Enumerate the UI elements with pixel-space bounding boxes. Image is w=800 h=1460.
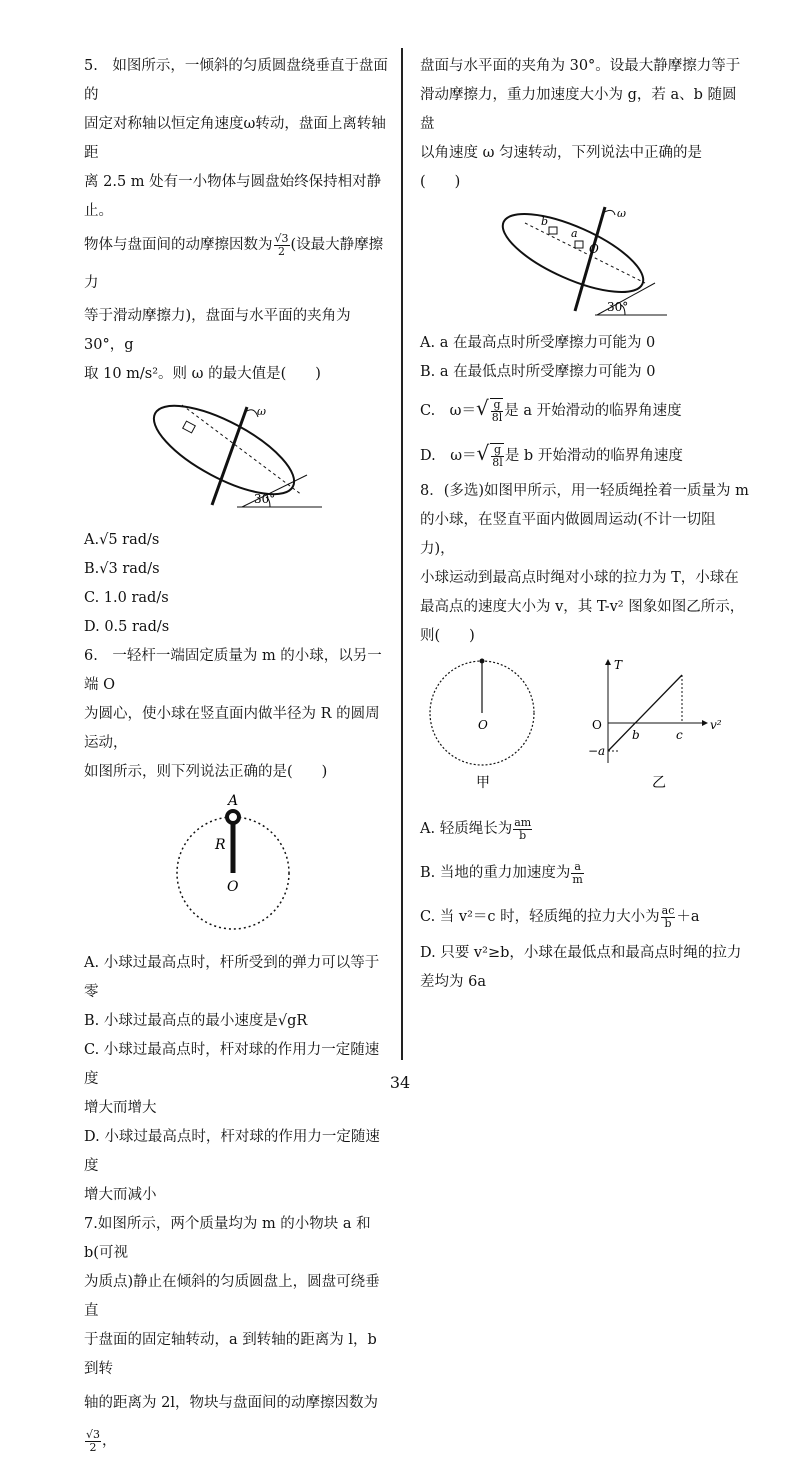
q7-text: 轴的距离为 2l，物块与盘面间的动摩擦因数为 bbox=[84, 1395, 378, 1411]
block-b-label: b bbox=[541, 215, 549, 228]
fraction bbox=[513, 817, 532, 842]
q8-line: 最高点的速度大小为 v，其 T-v² 图象如图乙所示， bbox=[420, 599, 745, 615]
q8-option-b bbox=[420, 851, 750, 895]
fraction-numerator: a bbox=[571, 861, 583, 874]
fraction-numerator: g bbox=[491, 444, 504, 457]
intercept-label: −a bbox=[588, 744, 606, 758]
center-o-label: O bbox=[478, 718, 488, 732]
q6-option-d: D. 小球过最高点时，杆对球的作用力一定随速度 bbox=[84, 1129, 380, 1174]
q7-option-a: A. a 在最高点时所受摩擦力可能为 0 bbox=[420, 335, 656, 351]
q8-option-c bbox=[420, 895, 750, 939]
center-o-label: O bbox=[227, 879, 239, 895]
q8-option-d-cont: 差均为 6a bbox=[420, 974, 486, 990]
angle-label: 30° bbox=[607, 300, 629, 314]
axis-t-label: T bbox=[614, 658, 623, 672]
sqrt-fraction bbox=[490, 398, 504, 424]
omega-label: ω bbox=[257, 405, 266, 418]
q5-option-b: B.√3 rad/s bbox=[84, 561, 160, 577]
fraction bbox=[661, 905, 676, 930]
b-label: b bbox=[632, 728, 640, 742]
q7-line bbox=[84, 1384, 390, 1460]
c-label: c bbox=[676, 728, 683, 742]
q8-line: 则( ) bbox=[420, 628, 475, 644]
q7-line: 滑动摩擦力，重力加速度大小为 g，若 a、b 随圆盘 bbox=[420, 87, 737, 132]
q8-line: 小球运动到最高点时绳对小球的拉力为 T，小球在 bbox=[420, 570, 739, 586]
axis-v2-label: v² bbox=[710, 718, 722, 732]
q6-option-b: B. 小球过最高点的最小速度是√gR bbox=[84, 1013, 308, 1029]
q6-line: 如图所示，则下列说法正确的是( ) bbox=[84, 764, 328, 780]
option-prefix: B. 当地的重力加速度为 bbox=[420, 865, 571, 881]
origin-label: O bbox=[592, 718, 602, 732]
figure-yi-label: 乙 bbox=[652, 775, 666, 791]
option-prefix: D. ω＝ bbox=[420, 448, 477, 464]
q7-line: ( ) bbox=[420, 174, 461, 190]
q5-text: 物体与盘面间的动摩擦因数为 bbox=[84, 237, 273, 253]
right-column bbox=[420, 52, 750, 997]
option-suffix: 是 b 开始滑动的临界角速度 bbox=[504, 448, 683, 464]
q7-line: 为质点)静止在倾斜的匀质圆盘上，圆盘可绕垂直 bbox=[84, 1274, 380, 1319]
fraction-denominator: m bbox=[572, 872, 583, 886]
q8-option-a bbox=[420, 807, 750, 851]
option-prefix: C. ω＝ bbox=[420, 403, 477, 419]
q8-line: 8．(多选)如图甲所示，用一轻质绳拴着一质量为 m bbox=[420, 483, 749, 499]
q8-option-d: D. 只要 v²≥b，小球在最低点和最高点时绳的拉力 bbox=[420, 945, 742, 961]
q7-text: ， bbox=[102, 1433, 117, 1449]
q7-option-b: B. a 在最低点时所受摩擦力可能为 0 bbox=[420, 364, 656, 380]
fraction-numerator: ac bbox=[661, 903, 675, 917]
q7-option-c: C. ω＝√ $\frac{g}{8l}$ 是 a 开始滑动的临界角速度 bbox=[420, 396, 682, 424]
fraction-denominator: 2 bbox=[278, 244, 285, 258]
q6-line: 为圆心，使小球在竖直面内做半径为 R 的圆周运动， bbox=[84, 706, 380, 751]
fraction bbox=[571, 861, 583, 886]
q5-line: 5. 如图所示，一倾斜的匀质圆盘绕垂直于盘面的 bbox=[84, 58, 388, 103]
angle-label: 30° bbox=[254, 492, 276, 506]
fraction-numerator: √3 bbox=[86, 1427, 101, 1441]
column-divider bbox=[401, 48, 403, 1060]
fraction-denominator: 2 bbox=[89, 1440, 97, 1454]
q6-option-c-cont: 增大而增大 bbox=[84, 1100, 157, 1116]
q5-option-a: A.√5 rad/s bbox=[84, 532, 160, 548]
q5-inclined-disk-figure bbox=[142, 395, 332, 520]
fraction-denominator: 8l bbox=[492, 456, 503, 469]
q7-inclined-disk-figure bbox=[495, 203, 675, 323]
q5-text: (设最大静摩擦力 bbox=[84, 237, 384, 291]
q5-option-d: D. 0.5 rad/s bbox=[84, 619, 170, 635]
fraction-denominator: b bbox=[664, 916, 672, 930]
fraction-numerator: g bbox=[491, 399, 504, 412]
q5-line: 固定对称轴以恒定角速度ω转动，盘面上离转轴距 bbox=[84, 116, 386, 161]
q6-option-d-cont: 增大而减小 bbox=[84, 1187, 157, 1203]
option-suffix: ＋a bbox=[676, 909, 700, 925]
q6-circle-rod-figure bbox=[157, 793, 317, 943]
fraction-numerator: √3 bbox=[274, 231, 289, 245]
block-a-label: a bbox=[571, 227, 578, 240]
point-a-label: A bbox=[228, 793, 239, 809]
q7-option-d: D. ω＝√ $\frac{g}{8l}$ 是 b 开始滑动的临界角速度 bbox=[420, 441, 683, 469]
option-prefix: C. 当 v²＝c 时，轻质绳的拉力大小为 bbox=[420, 909, 660, 925]
q5-line: 取 10 m/s²。则 ω 的最大值是( ) bbox=[84, 366, 321, 382]
q5-line bbox=[84, 226, 390, 302]
figure-jia-label: 甲 bbox=[476, 775, 490, 791]
q8-figures bbox=[420, 653, 740, 803]
q7-line: 以角速度 ω 匀速转动，下列说法中正确的是 bbox=[420, 145, 703, 161]
q8-line: 的小球，在竖直平面内做圆周运动(不计一切阻力)， bbox=[420, 512, 716, 557]
q7-friction-fraction bbox=[85, 1429, 101, 1454]
q6-option-c: C. 小球过最高点时，杆对球的作用力一定随速度 bbox=[84, 1042, 380, 1087]
q7-line: 盘面与水平面的夹角为 30°。设最大静摩擦力等于 bbox=[420, 58, 741, 74]
option-prefix: A. 轻质绳长为 bbox=[420, 821, 513, 837]
center-o-label: O bbox=[589, 242, 599, 256]
radius-label: R bbox=[215, 837, 226, 853]
option-suffix: 是 a 开始滑动的临界角速度 bbox=[504, 403, 682, 419]
q7-line: 于盘面的固定轴转动，a 到转轴的距离为 l，b 到转 bbox=[84, 1332, 377, 1377]
q6-option-a: A. 小球过最高点时，杆所受到的弹力可以等于零 bbox=[84, 955, 380, 1000]
q6-line: 6. 一轻杆一端固定质量为 m 的小球，以另一端 O bbox=[84, 648, 382, 693]
fraction-denominator: b bbox=[519, 828, 527, 842]
q7-line: 7.如图所示，两个质量均为 m 的小物块 a 和 b(可视 bbox=[84, 1216, 371, 1261]
page-number: 34 bbox=[389, 1073, 411, 1092]
q5-option-c: C. 1.0 rad/s bbox=[84, 590, 169, 606]
fraction-numerator: am bbox=[514, 815, 532, 829]
sqrt-fraction bbox=[490, 443, 504, 469]
q5-line: 离 2.5 m 处有一小物体与圆盘始终保持相对静止。 bbox=[84, 174, 382, 219]
q5-friction-fraction bbox=[274, 233, 290, 258]
fraction-denominator: 8l bbox=[491, 411, 503, 424]
q5-line: 等于滑动摩擦力)，盘面与水平面的夹角为 30°，g bbox=[84, 308, 351, 353]
omega-label: ω bbox=[617, 207, 626, 220]
left-column bbox=[84, 52, 390, 1460]
